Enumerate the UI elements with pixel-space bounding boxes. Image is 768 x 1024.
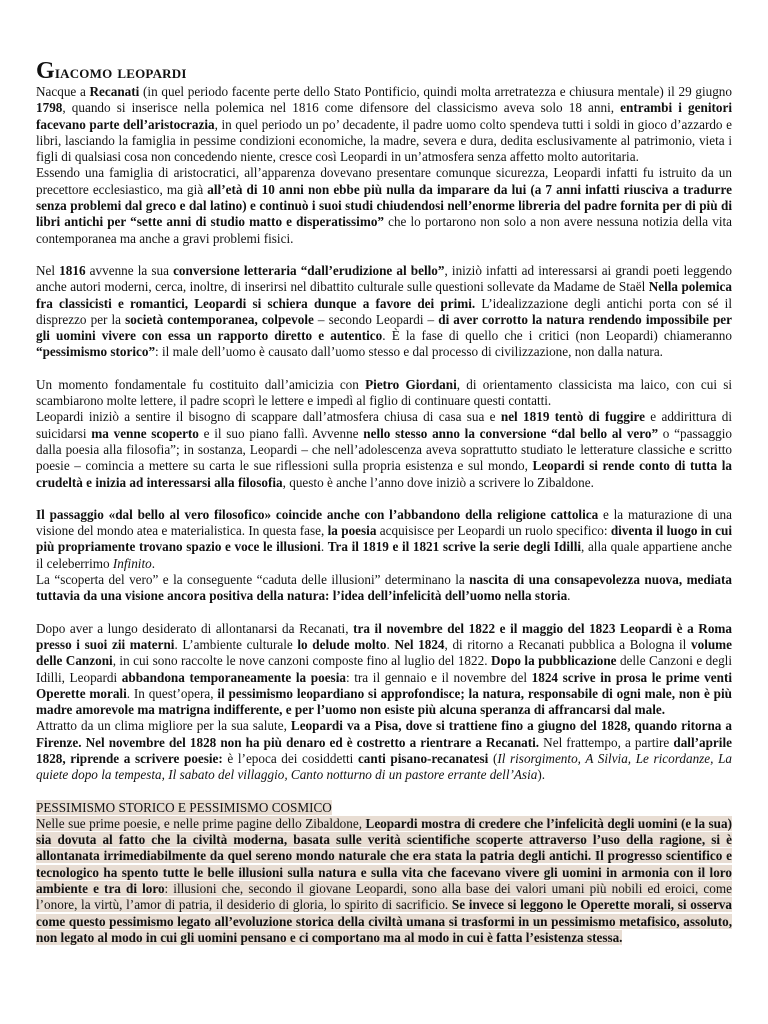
bold-text: conversione letteraria “dall’erudizione al bello” [173,262,445,278]
text-segment: o “passaggio dalla poesia alla filosofia”; in sostanza, Leopardi – che nell’adolescenza aveva soprattutto studiato le letterature classiche e scritto poesie – comincia a mettere su carta le sue riflessioni sulla propria esistenza e sul mondo, [36,425,733,474]
bold-text: Leopardi va a Pisa, dove si trattiene fino a giugno del 1828, quando ritorna a Firenze. Nel novembre del 1828 non ha più denaro ed è costretto a rientrare a Recanati. [36,718,732,750]
bold-text: tra il novembre del 1822 e il maggio del 1823 Leopardi è a Roma presso i suoi zii materni [36,620,733,652]
bold-text: Pietro Giordani [365,376,457,392]
text-segment: . [386,636,395,652]
text-segment: , questo è anche l’anno dove iniziò a scrivere lo Zibaldone. [282,474,594,490]
section-title-text: PESSIMISMO STORICO E PESSIMISMO COSMICO [36,799,332,815]
text-segment: Attratto da un clima migliore per la sua salute, [36,718,291,734]
text-segment: (in quel periodo facente perte dello Stato Pontificio, quindi molta arretratezza e chiusura mentale) il 29 giugno [139,84,732,99]
text-segment: ). [537,767,546,783]
text-segment: : tra il gennaio e il novembre del [345,669,532,685]
text-segment: e il suo piano fallì. Avvenne [198,425,364,441]
paragraph-pisa [36,718,732,783]
text-segment: . [151,555,156,571]
bold-text: 1816 [59,262,86,278]
bold-text: nello stesso anno la conversione “dal bello al vero” [363,425,659,441]
bold-text: il pessimismo leopardiano si approfondisce; la natura, responsabile di ogni male, non è più madre amorevole ma matrigna indifferente, e per l’uomo non esiste più alcuna speranza di affrancarsi dal male. [36,685,732,718]
bold-text: Il passaggio «dal bello al vero filosofico» coincide anche con l’abbandono della religione cattolica [36,506,599,522]
bold-text: abbandona temporaneamente la poesia [121,669,346,685]
title-initial: G [36,58,55,84]
bold-text: Tra il 1819 e il 1821 scrive la serie degli Idilli [327,539,582,555]
paragraph-gap [36,605,732,621]
text-segment: , iniziò infatti ad interessarsi ai grandi poeti leggendo anche autori moderni, cerca, inoltre, di inserirsi nel dibattito culturale sulle questioni sollevate da Madame de Staël [36,262,732,295]
bold-text: di aver corrotto la natura rendendo impossibile per gli uomini vivere con essa un rapporto diretto e autentico [36,311,732,344]
bold-text: canti pisano-recanatesi [357,750,489,766]
bold-text: “pessimismo storico” [36,344,156,360]
paragraph-gap [36,247,732,263]
text-segment: . È la fase di quello che i critici (non Leopardi) chiameranno [382,328,732,344]
text-segment: , in quel periodo un po’ decadente, il padre uomo colto spendeva tutti i soldi in gioco d’azzardo e libri, lasciando la famiglia in pessime condizioni economiche, la madre, severa e dura, dedita esclusivamente al patrimonio, vieta i figli di qualsiasi cosa non concedendo niente, cresce così Leopardi in un’atmosfera senza affetto molto autoritaria. [36,116,732,165]
text-segment: L’idealizzazione degli antichi porta con sé il disprezzo per la [36,295,732,327]
text-segment: acquisisce per Leopardi un ruolo specifico: [376,523,611,539]
text-segment: Nelle sue prime poesie, e nelle prime pagine dello Zibaldone, [36,815,366,831]
text-segment: Dopo aver a lungo desiderato di allontanarsi da Recanati, [36,620,354,636]
bold-text: Nella polemica fra classicisti e romantici, Leopardi si schiera dunque a favore dei primi. [36,279,732,311]
bold-text: volume delle Canzoni [36,636,733,669]
text-segment: , in cui sono raccolte le nove canzoni composte fino al luglio del 1822. [112,653,491,669]
paragraph-birth [36,84,732,165]
bold-text: dall’aprile 1828, riprende a scrivere poesie: [36,734,732,766]
text-segment: , di ritorno a Recanati pubblica a Bologna il [444,636,691,652]
text-segment: Leopardi iniziò a sentire il bisogno di scappare dall’atmosfera chiusa di casa sua e [36,409,501,425]
paragraph-gap [36,361,732,377]
bold-text: entrambi i genitori facevano parte dell’aristocrazia [36,100,733,132]
bold-text: 1824 scrive in prosa le prime venti Operette morali [36,669,733,701]
page-title [36,60,732,84]
bold-text: Leopardi mostra di credere che l’infelicità degli uomini (e la sua) sia dovuta al fatto che la civiltà moderna, basata sulle verità scientifiche scoperte attraverso l’uso della ragione, si è allontanata irrimediabilmente da quel sereno mondo naturale che era stata la patria degli antichi. Il progresso scientifico e tecnologico ha spento tutte le belle illusioni sulla natura e sulla vita che facevano vivere gli uomini in armonia con il loro ambiente e tra di loro [36,815,732,897]
text-segment: e addirittura di suicidarsi [36,409,732,441]
bold-text: lo delude molto [297,636,387,652]
paragraph-gap [36,784,732,800]
paragraph-conversion [36,263,732,361]
bold-text: Leopardi si rende conto di tutta la crudeltà e inizia ad interessarsi alla filosofia [36,458,732,490]
bold-text: ma venne scoperto [91,425,199,441]
text-segment: e la maturazione di una visione del mondo atea e materialistica. In questa fase, [36,506,732,539]
text-segment: Nacque a [36,84,90,99]
title-rest: iacomo leopardi [54,62,187,83]
paragraph-truth [36,572,732,605]
bold-text: Dopo la pubblicazione [490,653,617,669]
text-segment: . [320,539,328,555]
bold-text: 1798 [36,100,63,116]
italic-text: Infinito [112,555,152,571]
paragraph-philosophy [36,507,732,572]
bold-text: Se invece si leggono le Operette morali, si osserva come questo pessimismo legato all’evoluzione storica della civiltà umana si trasformi in un pessimismo metafisico, assoluto, non legato al modo in cui gli uomini pensano e ci comportano ma al modo in cui è fatta l’esistenza stessa. [36,897,732,945]
text-segment: è l’epoca dei cosiddetti [222,750,358,766]
text-segment: – secondo Leopardi – [313,311,439,327]
paragraph-rome [36,621,732,719]
paragraph-escape [36,409,732,490]
paragraph-giordani [36,377,732,410]
text-segment: , di orientamento classicista ma laico, con cui si scambiarono molte lettere, il padre scoprì le lettere e impedì al figlio di continuare questi contatti. [36,376,733,409]
paragraph-education [36,165,732,246]
text-segment: ( [488,750,498,766]
text-segment: : illusioni che, secondo il giovane Leopardi, sono alla base dei valori umani più nobili ed eroici, come l’onore, la virtù, l’amor di patria, il desiderio di gloria, lo spirito di sacrificio. [36,881,732,913]
bold-text: all’età di 10 anni non ebbe più nulla da imparare da lui (a 7 anni infatti riusciva a tradurre senza problemi dal greco e dal latino) e continuò i suoi studi chiudendosi nell’enorme libreria del padre fornita per di più di libri antichi per “sette anni di studio matto e disperatissimo” [36,181,732,230]
bold-text: nascita di una consapevolezza nuova, mediata tuttavia da una visione ancora positiva della natura: l’idea dell’infelicità dell’uomo nella storia [36,572,732,604]
bold-text: Nel 1824 [394,636,445,652]
bold-text: diventa il luogo in cui più propriamente trovano spazio e voce le illusioni [36,523,732,555]
text-segment: : il male dell’uomo è causato dall’uomo stesso e dal processo di civilizzazione, non dalla natura. [155,344,663,360]
paragraph-pessimism [36,816,732,946]
italic-text: Il risorgimento, A Silvia, Le ricordanze, La quiete dopo la tempesta, Il sabato del villaggio, Canto notturno di un pastore errante dell’Asia [36,750,733,783]
text-segment: , alla quale appartiene anche il celeberrimo [36,539,732,571]
text-segment: . In quest’opera, [126,685,218,701]
text-segment: . L’ambiente culturale [174,636,298,652]
text-segment: , quando si inserisce nella polemica nel 1816 come difensore del classicismo aveva solo 18 anni, [62,100,621,116]
text-segment: Nel [36,262,60,278]
bold-text: società contemporanea, colpevole [125,311,314,327]
text-segment: Essendo una famiglia di aristocratici, all’apparenza dovevano presentare comunque sicurezza, Leopardi infatti fu istruito da un precettore ecclesiastico, ma già [36,165,732,197]
bold-text: la poesia [327,523,377,539]
text-segment: avvenne la sua [85,262,174,278]
bold-text: nel 1819 tentò di fuggire [500,409,645,425]
text-segment: che lo portarono non solo a non avere nessuna notizia della vita contemporanea ma anche a gravi problemi fisici. [36,214,732,246]
text-segment: delle Canzoni e degli Idilli, Leopardi [36,653,733,685]
paragraph-gap [36,491,732,507]
text-segment: Un momento fondamentale fu costituito dall’amicizia con [36,376,366,392]
bold-text: Recanati [89,84,140,99]
text-segment: La “scoperta del vero” e la conseguente “caduta delle illusioni” determinano la [36,572,470,588]
section-title [36,800,732,816]
text-segment: Nel frattempo, a partire [539,734,674,750]
text-segment: . [567,588,571,604]
